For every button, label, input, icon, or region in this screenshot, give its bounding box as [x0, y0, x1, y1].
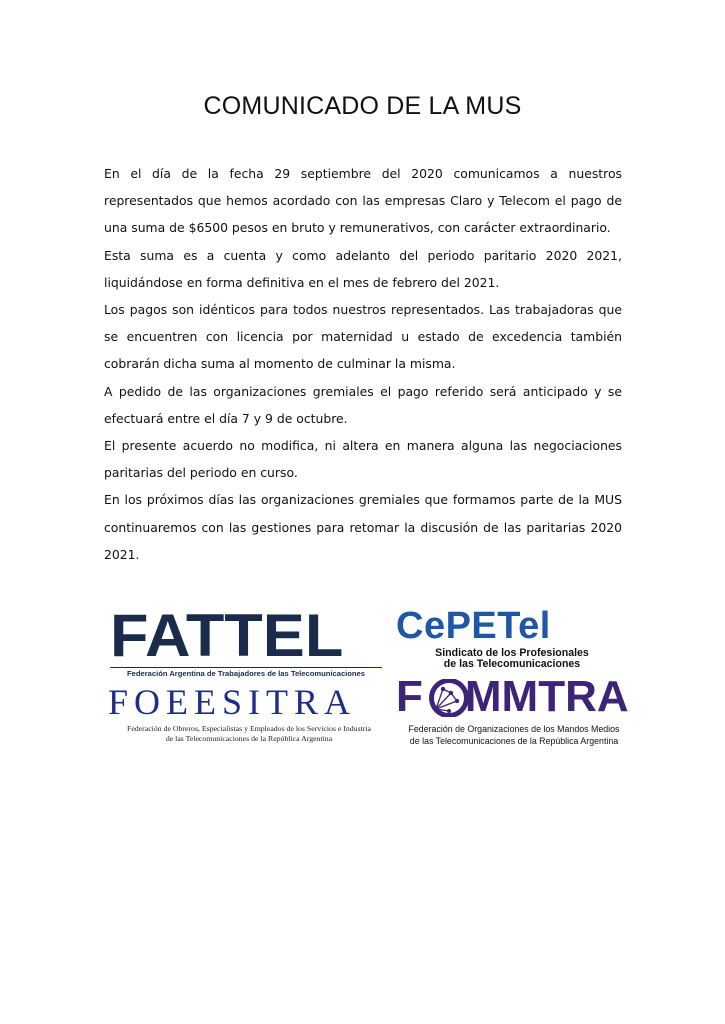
- paragraph: A pedido de las organizaciones gremiales el pago referido será anticipado y se efectuará entre el día 7 y 9 de octubre.: [104, 383, 622, 426]
- foeesitra-logo: [108, 684, 390, 754]
- cepetel-logo-subtitle-line: Sindicato de los Profesionales: [435, 647, 589, 659]
- fattel-logo-subtitle: Federación Argentina de Trabajadores de las Telecomunicaciones: [110, 667, 382, 680]
- network-globe-icon: [429, 679, 469, 717]
- foeesitra-logo-wordmark: FOEESITRA: [108, 682, 357, 722]
- foeesitra-logo-subtitle-line: Federación de Obreros, Especialistas y Empleados de los Servicios e Industria: [126, 724, 372, 733]
- cepetel-logo-subtitle: [396, 648, 628, 670]
- fommtra-logo-letter-f: F: [396, 672, 423, 721]
- fommtra-logo-letters: MMTRA: [464, 672, 629, 721]
- fommtra-logo-subtitle: [405, 724, 622, 748]
- cepetel-logo: [396, 605, 628, 672]
- fommtra-logo: [396, 672, 632, 755]
- paragraph: El presente acuerdo no modifica, ni altera en manera alguna las negociaciones paritarias del periodo en curso.: [104, 438, 622, 481]
- cepetel-logo-subtitle-line: de las Telecomunicaciones: [443, 658, 581, 670]
- foeesitra-logo-subtitle-line: de las Telecomunicaciones de la República Argentina: [165, 734, 333, 743]
- fommtra-logo-subtitle-line: de las Telecomunicaciones de la República Argentina: [409, 736, 619, 747]
- document-body: [104, 160, 622, 568]
- paragraph: Los pagos son idénticos para todos nuestros representados. Las trabajadoras que se encuentren con licencia por maternidad u estado de excedencia también cobrarán dicha suma al momento de culminar la misma.: [104, 302, 622, 372]
- paragraph: Esta suma es a cuenta y como adelanto del periodo paritario 2020 2021, liquidándose en forma definitiva en el mes de febrero del 2021.: [104, 247, 622, 290]
- paragraph: En los próximos días las organizaciones gremiales que formamos parte de la MUS continuaremos con las gestiones para retomar la discusión de las paritarias 2020 2021.: [104, 492, 622, 562]
- fattel-logo-wordmark: FATTEL: [110, 602, 344, 669]
- paragraph: En el día de la fecha 29 septiembre del 2020 comunicamos a nuestros representados que hemos acordado con las empresas Claro y Telecom el pago de una suma de $6500 pesos en bruto y remunerativos, con carácter extraordinario.: [104, 166, 622, 236]
- fommtra-logo-subtitle-line: Federación de Organizaciones de los Mandos Medios: [408, 724, 620, 735]
- document-title: COMUNICADO DE LA MUS: [203, 92, 522, 120]
- fattel-logo: [110, 602, 382, 680]
- cepetel-logo-wordmark: CePETel: [396, 605, 551, 647]
- foeesitra-logo-subtitle: [108, 724, 390, 744]
